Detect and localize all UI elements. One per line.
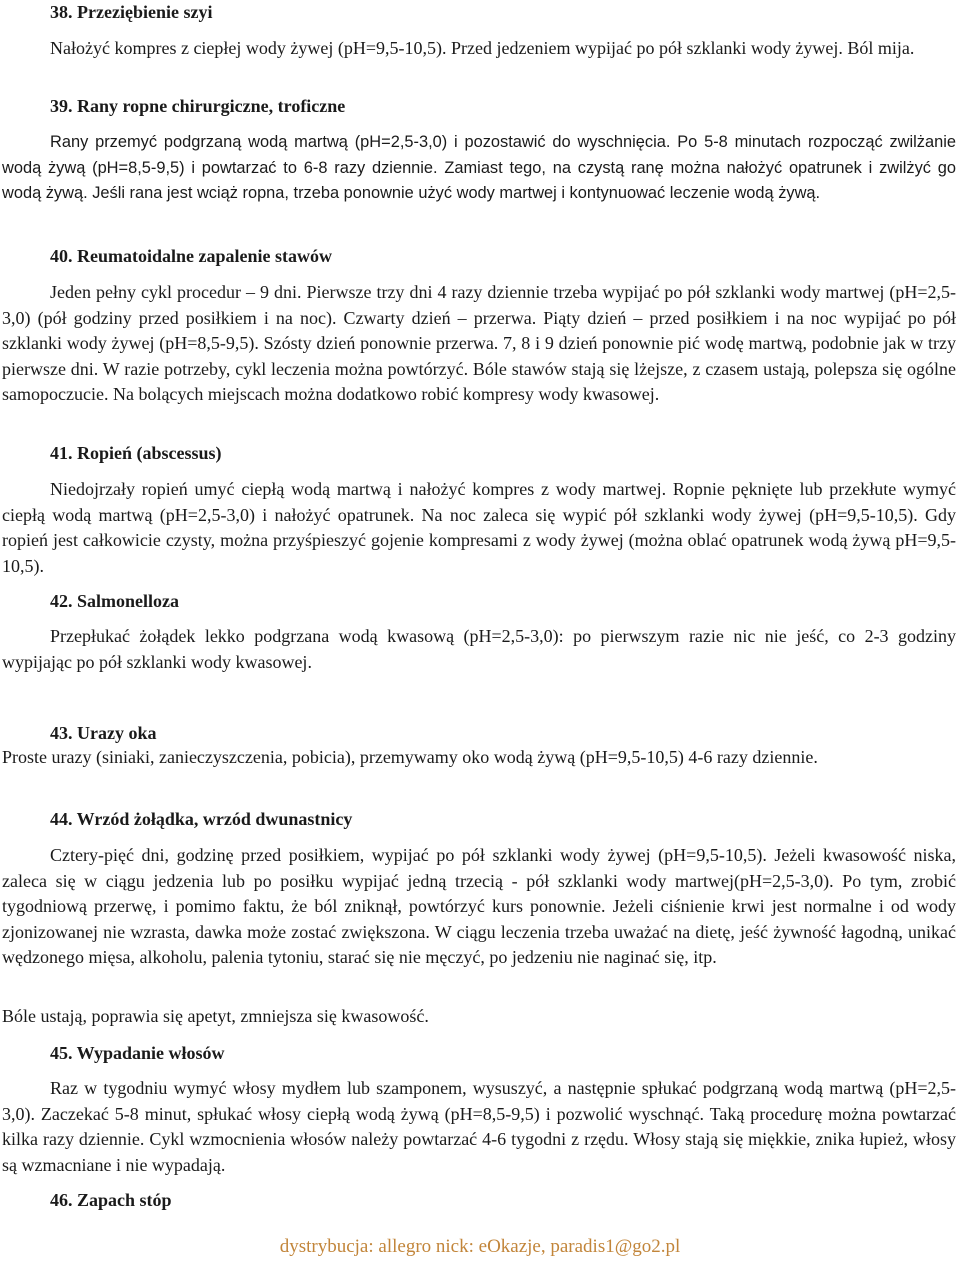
- section-42-heading: 42. Salmonelloza: [50, 591, 179, 611]
- section-44-paragraph: Cztery-pięć dni, godzinę przed posiłkiem, wypijać po pół szklanki wody żywej (pH=9,5-10,5). Jeżeli kwasowość niska, zaleca się w ciągu jedzenia lub po posiłku wypijać jedną trzecią - pół szklanki wody martwej(pH=2,5-3,0). Po tym, zrobić tygodniową przerwę, i pomimo faktu, że ból zniknął, powtórzyć kurs ponownie. Jeżeli ciśnienie krwi jest normalne i od wody zjonizowanej nie wzrasta, dawka może zostać zwiększona. W ciągu leczenia trzeba uważać na dietę, jeść żywność łagodną, unikać wędzonego mięsa, alkoholu, palenia tytoniu, starać się nie męczyć, po jedzeniu nie naginać się, itp.: [2, 845, 956, 968]
- section-43-heading: 43. Urazy oka: [50, 723, 157, 743]
- section-44-summary: Bóle ustają, poprawia się apetyt, zmniejsza się kwasowość.: [2, 1006, 429, 1026]
- section-43-paragraph: Proste urazy (siniaki, zanieczyszczenia, pobicia), przemywamy oko wodą żywą (pH=9,5-10,5) 4-6 razy dziennie.: [2, 747, 818, 767]
- distribution-footer: dystrybucja: allegro nick: eOkazje, paradis1@go2.pl: [279, 1236, 681, 1257]
- section-40-heading: 40. Reumatoidalne zapalenie stawów: [50, 246, 332, 266]
- section-41-paragraph: Niedojrzały ropień umyć ciepłą wodą martwą i nałożyć kompres z wody martwej. Ropnie pęknięte lub przekłute wymyć ciepłą wodą martwą (pH=2,5-3,0) i nałożyć opatrunek. Na noc zaleca się wypić pół szklanki wody żywej (pH=9,5-10,5). Gdy ropień jest całkowicie czysty, można przyśpieszyć gojenie kompresami z wody żywej (można oblać opatrunek wodą żywą pH=9,5-10,5).: [2, 479, 956, 576]
- section-40-paragraph: Jeden pełny cykl procedur – 9 dni. Pierwsze trzy dni 4 razy dziennie trzeba wypijać po pół szklanki wody martwej (pH=2,5-3,0) (pół godziny przed posiłkiem i na noc). Czwarty dzień – przerwa. Piąty dzień – przed posiłkiem i na noc wypijać po pół szklanki wody żywej (pH=8,5-9,5). Szósty dzień ponownie przerwa. 7, 8 i 9 dzień ponownie pić wodę martwą, podobnie jak w trzy pierwsze dni. W razie potrzeby, cykl leczenia można powtórzyć. Bóle stawów stają się lżejsze, z czasem ustają, polepsza się ogólne samopoczucie. Na bolących miejscach można dodatkowo robić kompresy wody kwasowej.: [2, 282, 956, 405]
- section-46-heading: 46. Zapach stóp: [50, 1190, 172, 1210]
- section-45-heading: 45. Wypadanie włosów: [50, 1043, 225, 1063]
- section-45-paragraph: Raz w tygodniu wymyć włosy mydłem lub szamponem, wysuszyć, a następnie spłukać podgrzaną wodą martwą (pH=2,5-3,0). Zaczekać 5-8 minut, spłukać włosy ciepłą wodą żywą (pH=8,5-9,5) i pozwolić wyschnąć. Taką procedurę można powtarzać kilka razy dziennie. Cykl wzmocnienia włosów należy powtarzać 4-6 tygodni z rzędu. Włosy stają się miękkie, znika łupież, włosy są wzmacniane i nie wypadają.: [2, 1078, 956, 1175]
- section-38-paragraph: Nałożyć kompres z ciepłej wody żywej (pH=9,5-10,5). Przed jedzeniem wypijać po pół szklanki wody żywej. Ból mija.: [50, 38, 915, 58]
- section-41-heading: 41. Ropień (abscessus): [50, 443, 222, 463]
- section-44-heading: 44. Wrzód żołądka, wrzód dwunastnicy: [50, 809, 353, 829]
- section-42-paragraph: Przepłukać żołądek lekko podgrzana wodą kwasową (pH=2,5-3,0): po pierwszym razie nic nie jeść, co 2-3 godziny wypijając po pół szklanki wody kwasowej.: [2, 626, 956, 672]
- section-38-heading: 38. Przeziębienie szyi: [50, 2, 213, 22]
- section-39-heading: 39. Rany ropne chirurgiczne, troficzne: [50, 96, 346, 116]
- section-39-paragraph: Rany przemyć podgrzaną wodą martwą (pH=2,5-3,0) i pozostawić do wyschnięcia. Po 5-8 minutach rozpocząć zwilżanie wodą żywą (pH=8,5-9,5) i powtarzać to 6-8 razy dziennie. Zamiast tego, na czystą ranę można nałożyć opatrunek i zwilżyć go wodą żywą. Jeśli rana jest wciąż ropna, trzeba ponownie użyć wody martwej i kontynuować leczenie wodą żywą.: [2, 133, 956, 203]
